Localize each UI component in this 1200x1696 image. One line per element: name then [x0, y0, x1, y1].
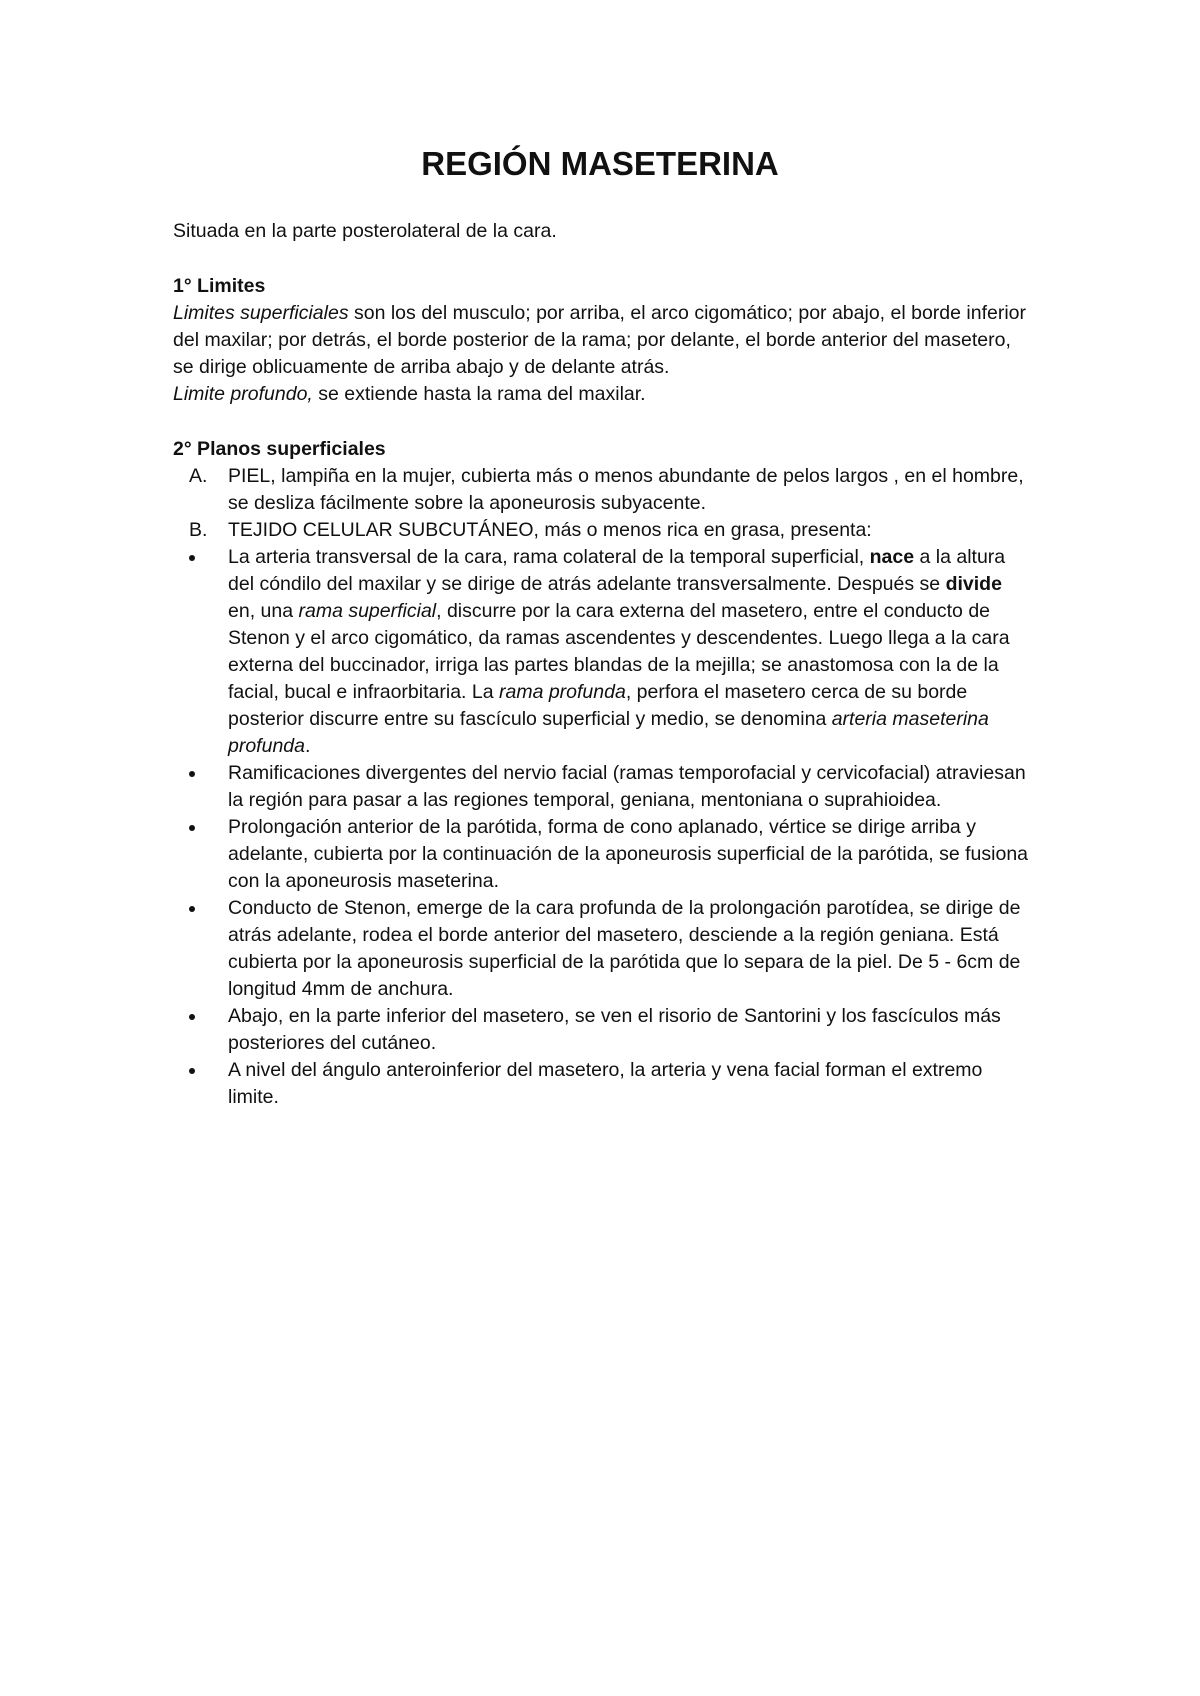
- list-item-a-text: PIEL, lampiña en la mujer, cubierta más o menos abundante de pelos largos , en el hombre, se desliza fácilmente sobre la aponeurosis subyacente.: [228, 465, 1024, 514]
- bold-run: divide: [945, 573, 1002, 595]
- bullet-item-text: A nivel del ángulo anteroinferior del masetero, la arteria y vena facial forman el extremo limite.: [228, 1059, 983, 1108]
- bullet-item-text: [228, 544, 1033, 760]
- page-title: REGIÓN MASETERINA: [421, 145, 779, 182]
- bullet-dot-icon: [189, 771, 195, 777]
- bullet-item-angulo: [173, 1057, 1033, 1111]
- superficial-limits-text: son los del musculo; por arriba, el arco cigomático; por abajo, el borde inferior del maxilar; por detrás, el borde posterior de la rama; por delante, el borde anterior del masetero, se dirige oblicuamente de arriba abajo y de delante atrás.: [173, 302, 1027, 378]
- intro-paragraph: Situada en la parte posterolateral de la cara.: [173, 220, 557, 242]
- bullet-item-text: Conducto de Stenon, emerge de la cara profunda de la prolongación parotídea, se dirige de atrás adelante, rodea el borde anterior del masetero, desciende a la región geniana. Está cubierta por la aponeurosis superficial de la parótida que lo separa de la piel. De 5 - 6cm de longitud 4mm de anchura.: [228, 897, 1021, 1000]
- italic-run: rama superficial: [298, 600, 437, 622]
- bullet-item-nervio: [173, 760, 1033, 814]
- deep-limit-text: se extiende hasta la rama del maxilar.: [312, 383, 646, 405]
- text-run: en, una: [228, 600, 299, 622]
- list-item-b: [173, 517, 1033, 544]
- list-item-b-text: TEJIDO CELULAR SUBCUTÁNEO, más o menos rica en grasa, presenta:: [228, 519, 872, 541]
- italic-run: arteria maseterina profunda: [228, 708, 989, 757]
- text-run: .: [304, 735, 311, 757]
- section1-heading: 1° Limites: [173, 275, 266, 297]
- text-run: La arteria transversal de la cara, rama colateral de la temporal superficial,: [228, 546, 870, 568]
- section1-body: [173, 300, 1033, 408]
- bullet-item-arteria: [173, 544, 1033, 760]
- section2-list: [173, 463, 1033, 1111]
- bullet-item-text: Prolongación anterior de la parótida, forma de cono aplanado, vértice se dirige arriba y adelante, cubierta por la continuación de la aponeurosis superficial de la parótida, se fusiona con la aponeurosis maseterina.: [228, 816, 1029, 892]
- deep-limit-label: Limite profundo,: [173, 383, 313, 405]
- text-run: , perfora el masetero cerca de su borde posterior discurre entre su fascículo superficial y medio, se denomina: [228, 681, 968, 730]
- list-marker-a: A.: [189, 465, 208, 487]
- superficial-limits-label: Limites superficiales: [173, 302, 349, 324]
- deep-limit-paragraph: [173, 381, 1033, 408]
- bullet-dot-icon: [189, 825, 195, 831]
- bullet-dot-icon: [189, 555, 195, 561]
- bullet-item-text: Abajo, en la parte inferior del masetero, se ven el risorio de Santorini y los fascículos más posteriores del cutáneo.: [228, 1005, 1001, 1054]
- bullet-dot-icon: [189, 906, 195, 912]
- section2-heading: 2° Planos superficiales: [173, 438, 386, 460]
- bullet-item-parotida: [173, 814, 1033, 895]
- list-item-a: [173, 463, 1033, 517]
- list-marker-b: B.: [189, 519, 208, 541]
- bold-run: nace: [869, 546, 915, 568]
- bullet-item-santorini: [173, 1003, 1033, 1057]
- italic-run: rama profunda: [498, 681, 626, 703]
- bullet-item-text: Ramificaciones divergentes del nervio facial (ramas temporofacial y cervicofacial) atraviesan la región para pasar a las regiones temporal, geniana, mentoniana o suprahioidea.: [228, 762, 1026, 811]
- bullet-dot-icon: [189, 1014, 195, 1020]
- superficial-limits-paragraph: [173, 300, 1033, 381]
- bullet-dot-icon: [189, 1068, 195, 1074]
- text-run: a la altura del cóndilo del maxilar y se dirige de atrás adelante transversalmente. Después se: [228, 546, 1006, 595]
- bullet-item-stenon: [173, 895, 1033, 1003]
- text-run: , discurre por la cara externa del masetero, entre el conducto de Stenon y el arco cigomático, da ramas ascendentes y descendentes. Luego llega a la cara externa del buccinador, irriga las partes blandas de la mejilla; se anastomosa con la de la facial, bucal e infraorbitaria. La: [228, 600, 1010, 703]
